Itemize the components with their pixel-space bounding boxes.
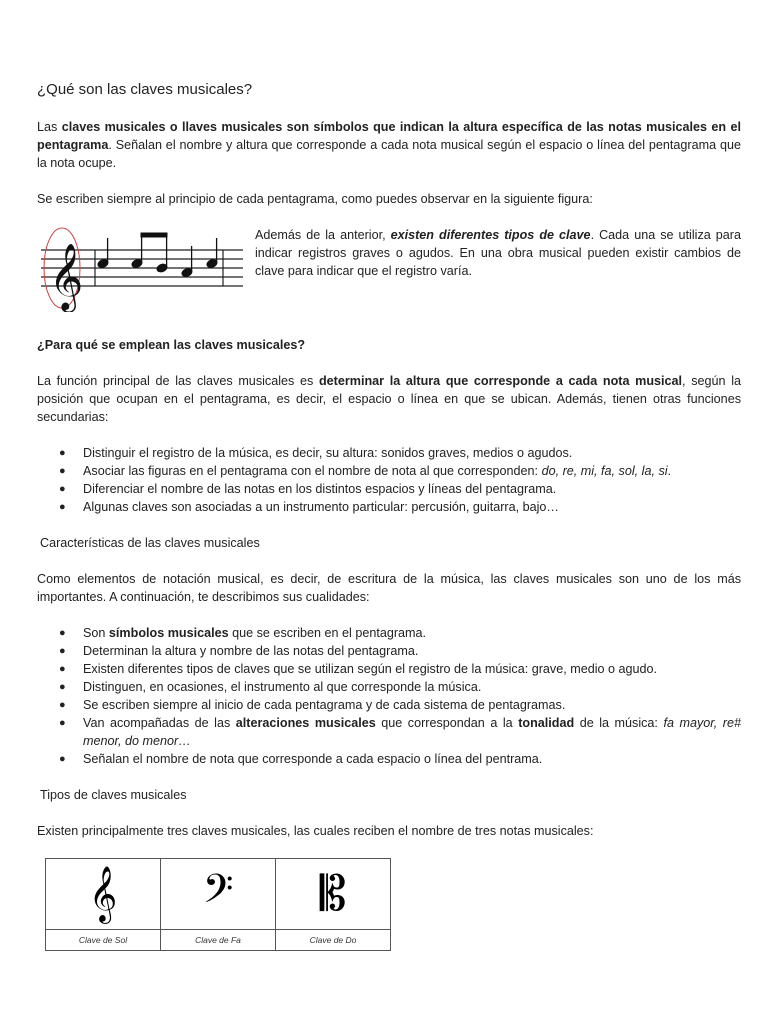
music-notes-icon [97, 233, 218, 278]
list-item-text: de la música: [574, 716, 664, 730]
figure-description [247, 226, 741, 280]
list-item-text-end: . [667, 464, 672, 478]
list-item-bold-text: símbolos musicales [108, 626, 229, 640]
uses-paragraph [37, 372, 741, 426]
list-item-italic-text: do, re, mi, fa, sol, la, si [541, 464, 668, 478]
list-item-text-end: que se escriben en el pentagrama. [228, 626, 427, 640]
clef-label-do: Clave de Do [276, 930, 391, 951]
figure-text: Además de la anterior, [255, 228, 391, 242]
list-item-text: Diferenciar el nombre de las notas en los distintos espacios y líneas del pentagrama. [83, 482, 557, 496]
alto-clef-icon: 𝄡 [276, 859, 391, 930]
list-item-text: que correspondan a la [375, 716, 519, 730]
section-heading-types: Tipos de claves musicales [40, 788, 187, 802]
list-item [37, 750, 741, 768]
list-item-text: Se escriben siempre al inicio de cada pentagrama y de cada sistema de pentagramas. [83, 698, 566, 712]
bullet-icon: ● [59, 663, 66, 675]
table-row [46, 859, 391, 930]
section-heading-uses: ¿Para qué se emplean las claves musicales? [37, 338, 306, 352]
uses-bold-text: determinar la altura que corresponde a cada nota musical [318, 374, 683, 388]
clef-label-sol: Clave de Sol [46, 930, 161, 951]
intro-bold-text: claves musicales o llaves musicales son símbolos que indican la altura específica de las notas musicales en el pentagrama [37, 120, 742, 152]
section-heading-features: Características de las claves musicales [40, 536, 260, 550]
clef-types-table [45, 858, 391, 951]
list-item-text: Son [83, 626, 109, 640]
bullet-icon: ● [59, 645, 66, 657]
bullet-icon: ● [59, 465, 66, 477]
document-content [37, 80, 741, 951]
types-paragraph: Existen principalmente tres claves musicales, las cuales reciben el nombre de tres notas musicales: [37, 824, 594, 838]
figure-text-end: . Cada una se utiliza para indicar registros graves o agudos. En una obra musical pueden existir cambios de clave para indicar que el registro varía. [255, 228, 741, 278]
list-item-text: Algunas claves son asociadas a un instrumento particular: percusión, guitarra, bajo… [83, 500, 560, 514]
list-item [37, 660, 741, 678]
table-row [46, 930, 391, 951]
list-item [37, 480, 741, 498]
list-item-italic-text: fa mayor, re# menor, do menor… [83, 716, 742, 748]
intro-paragraph [37, 118, 741, 172]
list-item-text: Determinan la altura y nombre de las notas del pentagrama. [83, 644, 419, 658]
clef-figure-row [37, 226, 741, 318]
uses-list [37, 444, 741, 516]
bullet-icon: ● [59, 753, 66, 765]
bullet-icon: ● [59, 699, 66, 711]
uses-text-end: , según la posición que ocupan en el pentagrama, es decir, el espacio o línea en que se ubican. Además, tienen otras funciones secundarias: [37, 374, 741, 424]
list-item-text: Asociar las figuras en el pentagrama con el nombre de nota al que corresponden: [83, 464, 542, 478]
list-item [37, 462, 741, 480]
list-item-text: Van acompañadas de las [83, 716, 236, 730]
bullet-icon: ● [59, 483, 66, 495]
list-item [37, 678, 741, 696]
bullet-icon: ● [59, 447, 66, 459]
list-item-text: Distinguir el registro de la música, es decir, su altura: sonidos graves, medios o agudos. [83, 446, 573, 460]
intro-text: Las [37, 120, 62, 134]
list-item [37, 444, 741, 462]
treble-clef-icon: 𝄞 [46, 859, 161, 930]
list-item [37, 714, 741, 750]
features-list [37, 624, 741, 768]
list-item-text: Señalan el nombre de nota que corresponde a cada espacio o línea del pentrama. [83, 752, 543, 766]
list-item [37, 696, 741, 714]
intro-text-end: . Señalan el nombre y altura que corresponde a cada nota musical según el espacio o línea del pentagrama que la nota ocupe. [37, 138, 741, 170]
figure-emphasis-text: existen diferentes tipos de clave [390, 228, 591, 242]
bullet-icon: ● [59, 627, 66, 639]
list-item [37, 624, 741, 642]
bullet-icon: ● [59, 717, 66, 729]
list-item-text: Existen diferentes tipos de claves que se utilizan según el registro de la música: grave, medio o agudo. [83, 662, 658, 676]
bullet-icon: ● [59, 681, 66, 693]
list-item-bold-text: alteraciones musicales [235, 716, 376, 730]
list-item [37, 642, 741, 660]
page-title: ¿Qué son las claves musicales? [37, 81, 253, 98]
list-item [37, 498, 741, 516]
list-item-bold-text: tonalidad [518, 716, 575, 730]
treble-clef-icon: 𝄞 [49, 242, 84, 310]
intro-figure-lead: Se escriben siempre al principio de cada pentagrama, como puedes observar en la siguiente figura: [37, 192, 593, 206]
uses-text: La función principal de las claves musicales es [37, 374, 319, 388]
bass-clef-icon: 𝄢 [161, 859, 276, 930]
treble-staff-figure [37, 224, 247, 312]
bullet-icon: ● [59, 501, 66, 513]
clef-label-fa: Clave de Fa [161, 930, 276, 951]
features-paragraph: Como elementos de notación musical, es decir, de escritura de la música, las claves musicales son uno de los más importantes. A continuación, te describimos sus cualidades: [37, 572, 741, 604]
list-item-text: Distinguen, en ocasiones, el instrumento al que corresponde la música. [83, 680, 482, 694]
